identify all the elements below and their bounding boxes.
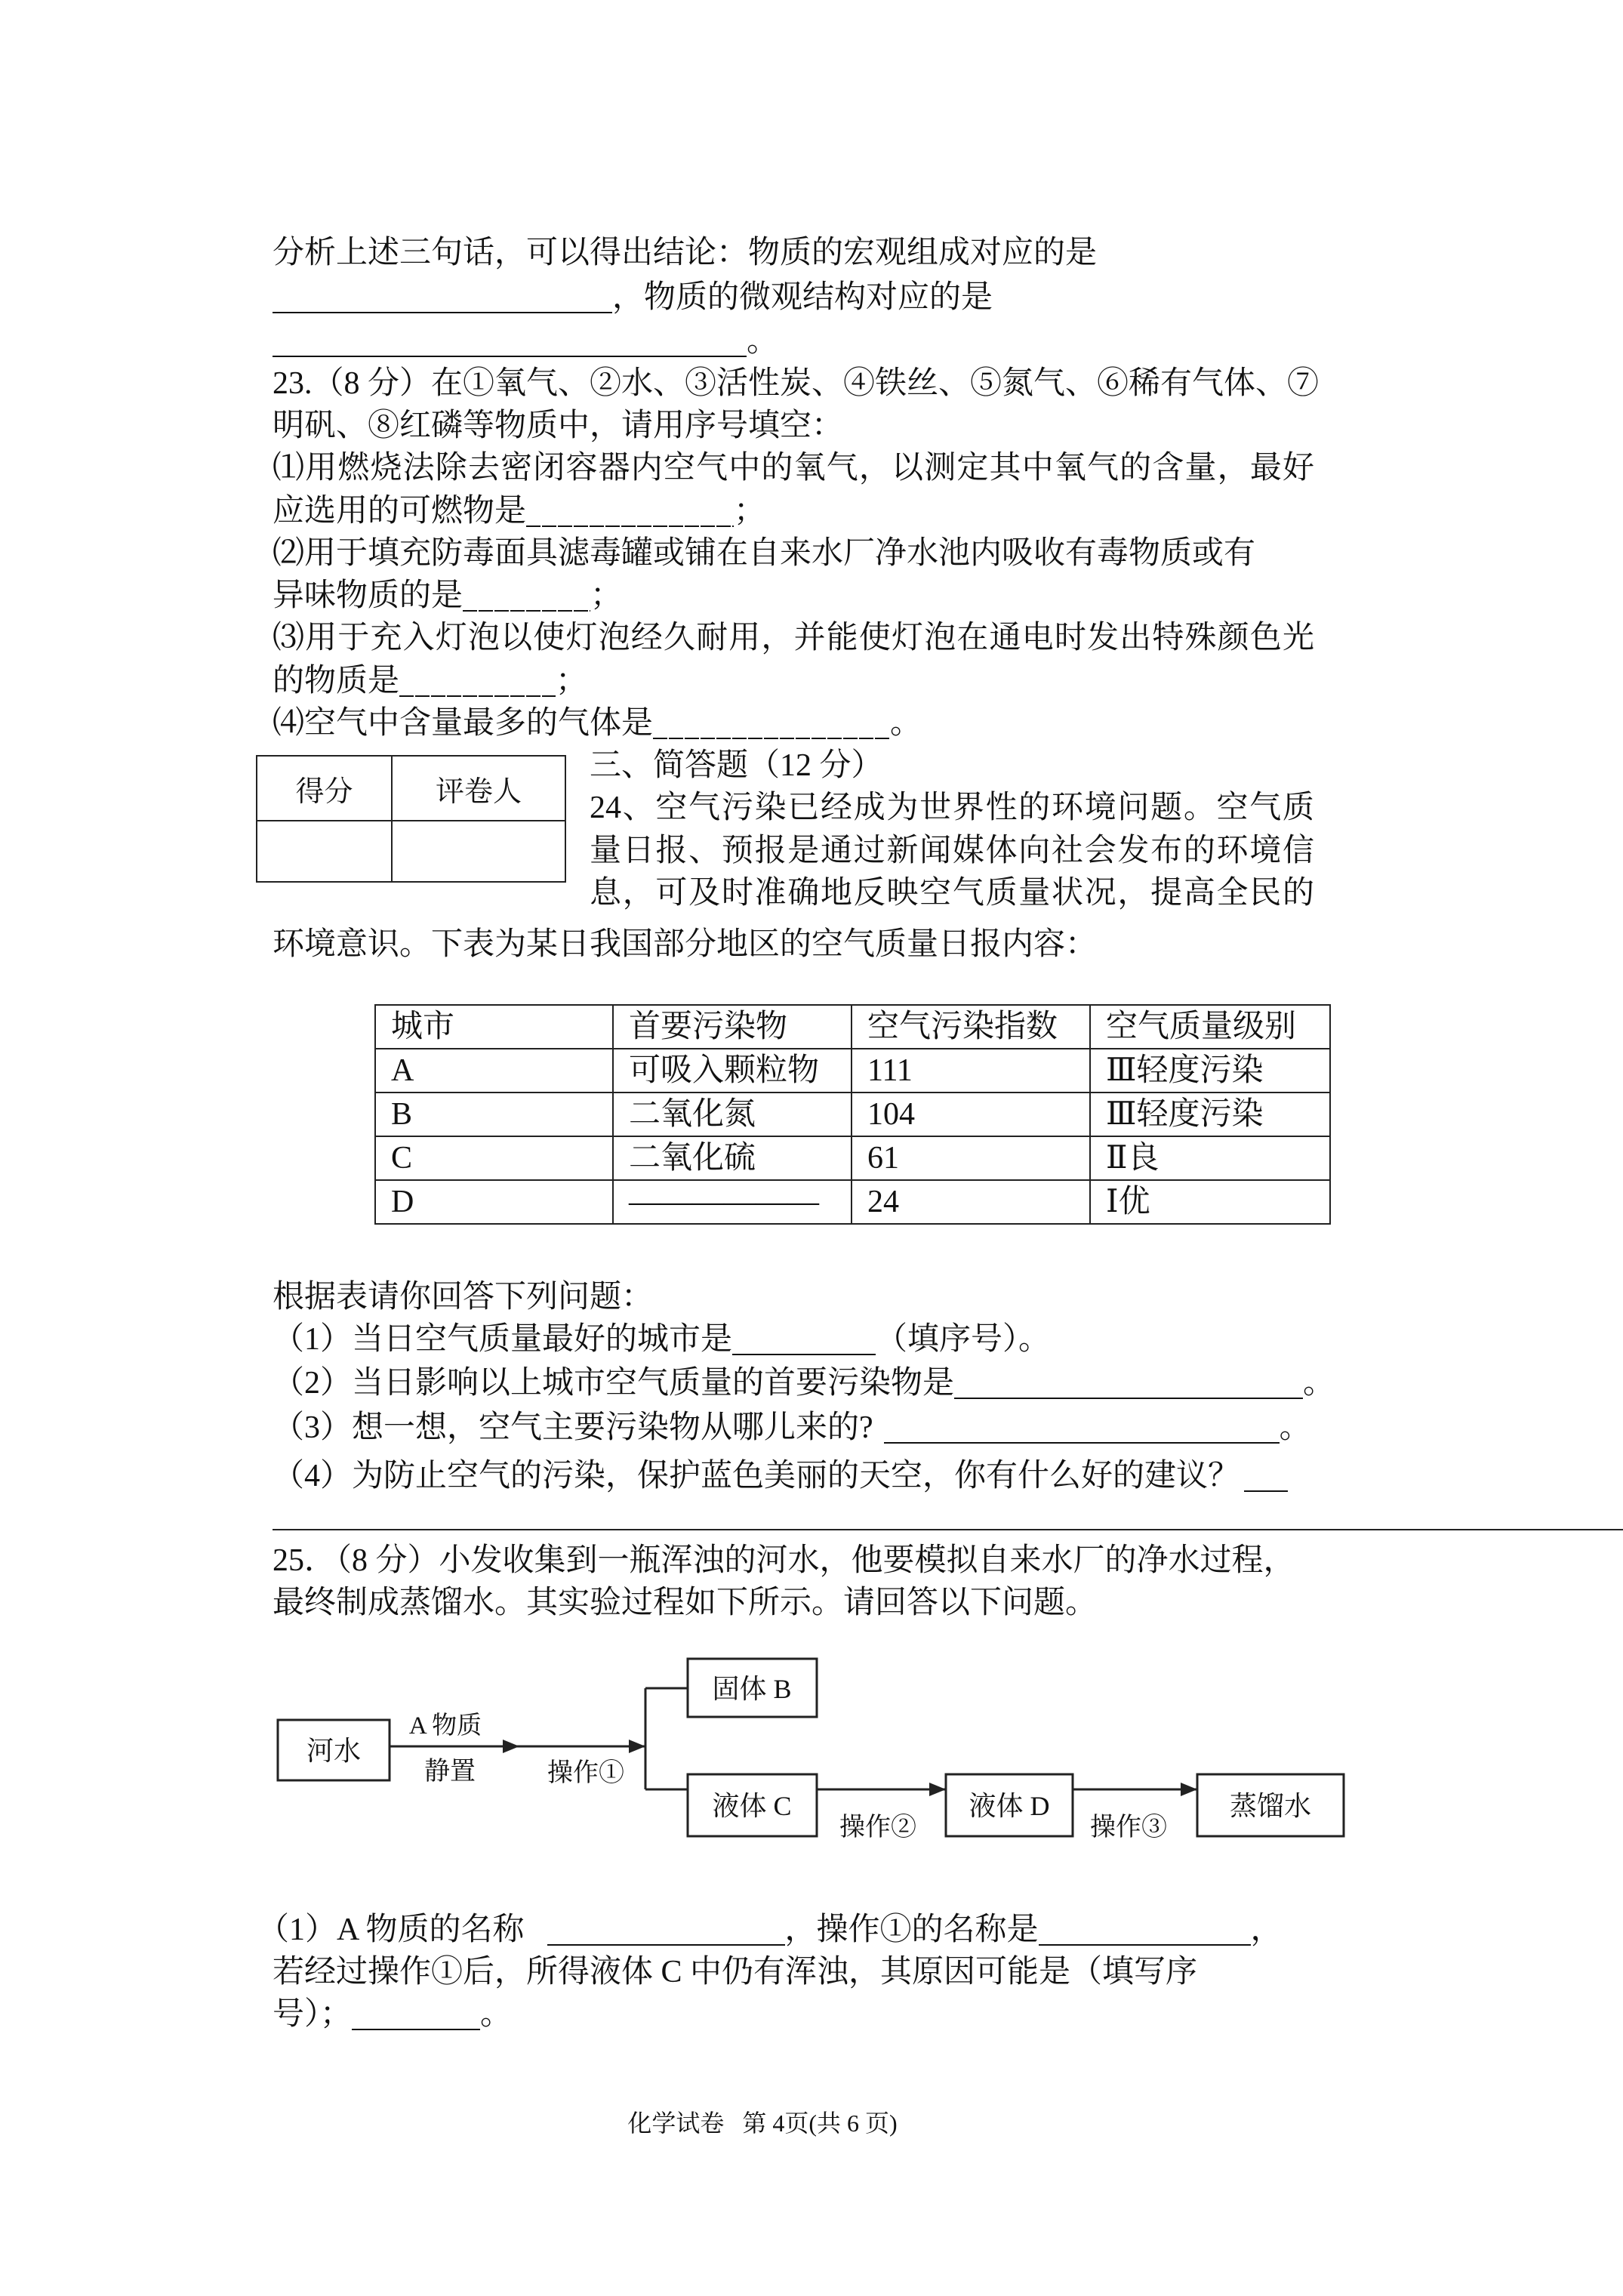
q23-part2-line-2 <box>273 575 622 617</box>
conclusion-line-2-text: ，物质的微观结构对应的是 <box>612 280 993 315</box>
q23-part2-end: ； <box>590 578 623 613</box>
river-water-label: 河水 <box>306 1736 362 1766</box>
q24-question-2 <box>273 1362 1335 1404</box>
answer-blank <box>399 667 556 697</box>
q25-question-1-line-3 <box>273 1993 512 2036</box>
table-row <box>375 1093 1330 1136</box>
answer-blank <box>526 497 734 527</box>
table-cell: Ⅲ轻度污染 <box>1090 1093 1330 1136</box>
q25-question-1-line-1 <box>257 1909 1283 1951</box>
q23-part1-line-1: ⑴用燃烧法除去密闭容器内空气中的氧气，以测定其中氧气的含量，最好 <box>273 451 1314 485</box>
table-cell: 二氧化氮 <box>613 1093 852 1136</box>
table-row <box>375 1136 1330 1180</box>
q25-q1-text-c: ， <box>1250 1912 1283 1947</box>
conclusion-line-3-text: 。 <box>747 324 779 359</box>
q24-question-3 <box>273 1407 1311 1449</box>
q24-q3-after: 。 <box>1279 1410 1311 1445</box>
air-quality-table <box>374 1004 1331 1225</box>
q23-stem-line-1: 23.（8 分）在①氧气、②水、③活性炭、④铁丝、⑤氮气、⑥稀有气体、⑦ <box>273 366 1320 401</box>
arrowhead-icon <box>1181 1783 1197 1796</box>
q23-part4-end: 。 <box>890 706 922 741</box>
table-cell: Ⅰ优 <box>1090 1180 1330 1224</box>
table-row <box>375 1049 1330 1093</box>
answer-blank <box>1244 1460 1288 1492</box>
score-label: 得分 <box>257 756 392 821</box>
answer-blank <box>463 581 590 612</box>
distilled-water-label: 蒸馏水 <box>1229 1791 1312 1821</box>
table-header-cell: 空气质量级别 <box>1090 1005 1330 1049</box>
section-heading: 三、简答题（12 分） <box>590 748 883 783</box>
conclusion-line-3 <box>273 320 778 362</box>
table-row <box>375 1180 1330 1224</box>
q24-q1-after: （填序号）。 <box>876 1322 1051 1357</box>
q24-stem-line-2: 量日报、预报是通过新闻媒体向社会发布的环境信 <box>590 834 1314 868</box>
q25-q1-text-b: ，操作①的名称是 <box>784 1912 1039 1947</box>
q23-part4-text: ⑷空气中含量最多的气体是 <box>273 706 654 741</box>
q24-prompt: 根据表请你回答下列问题： <box>273 1280 654 1314</box>
q25-q1-text-d: 号）； <box>273 1997 353 2032</box>
q24-stem-line-1: 24、空气污染已经成为世界性的环境问题。空气质 <box>590 791 1314 825</box>
q24-q4-text: （4）为防止空气的污染，保护蓝色美丽的天空，你有什么好的建议？ <box>273 1459 1240 1493</box>
q23-part3-text: 的物质是 <box>273 664 400 698</box>
table-cell: —————— <box>613 1180 852 1224</box>
table-header-cell: 城市 <box>375 1005 613 1049</box>
q23-part2-line-1: ⑵用于填充防毒面具滤毒罐或铺在自来水厂净水池内吸收有毒物质或有 <box>273 536 1256 571</box>
q23-part2-text: 异味物质的是 <box>273 578 463 613</box>
score-box-header-row <box>257 756 565 821</box>
table-cell: 111 <box>852 1049 1090 1093</box>
q24-stem-line-4: 环境意识。下表为某日我国部分地区的空气质量日报内容： <box>273 927 1098 962</box>
grader-label: 评卷人 <box>392 756 565 821</box>
table-cell: Ⅱ良 <box>1090 1136 1330 1180</box>
q24-q3-text: （3）想一想，空气主要污染物从哪儿来的? <box>273 1410 873 1445</box>
q23-part3-end: ； <box>556 664 588 698</box>
q24-stem-line-3: 息，可及时准确地反映空气质量状况，提高全民的 <box>590 876 1314 911</box>
score-entry-cell <box>257 821 392 882</box>
table-cell: 61 <box>852 1136 1090 1180</box>
table-cell: Ⅲ轻度污染 <box>1090 1049 1330 1093</box>
table-cell: C <box>375 1136 613 1180</box>
q25-q1-text-e: 。 <box>480 1997 513 2032</box>
answer-blank <box>732 1324 876 1355</box>
settle-label: 静置 <box>424 1758 476 1786</box>
table-cell: 104 <box>852 1093 1090 1136</box>
answer-blank <box>352 1999 480 2030</box>
liquid-c-label: 液体 C <box>712 1791 792 1821</box>
answer-blank <box>273 282 612 313</box>
q23-part4-line <box>273 702 922 744</box>
score-box <box>256 755 566 883</box>
water-purification-flowchart <box>0 1623 1623 1865</box>
page-footer: 化学试卷 第 4页(共 6 页) <box>627 2110 898 2137</box>
op1-label: 操作① <box>547 1759 624 1787</box>
answer-blank <box>273 325 747 357</box>
table-cell: A <box>375 1049 613 1093</box>
table-header-row <box>375 1005 1330 1049</box>
q25-q1-text-a: （1）A 物质的名称 <box>257 1912 525 1947</box>
answer-blank <box>547 1914 785 1946</box>
q25-question-1-line-2: 若经过操作①后，所得液体 C 中仍有浑浊，其原因可能是（填写序 <box>273 1955 1198 1989</box>
conclusion-line-1: 分析上述三句话，可以得出结论：物质的宏观组成对应的是 <box>273 236 1098 270</box>
q25-stem-line-2: 最终制成蒸馏水。其实验过程如下所示。请回答以下问题。 <box>273 1586 1098 1620</box>
solid-b-label: 固体 B <box>712 1674 792 1704</box>
q24-q2-text: （2）当日影响以上城市空气质量的首要污染物是 <box>273 1366 955 1401</box>
q24-q2-after: 。 <box>1303 1366 1335 1401</box>
table-cell: B <box>375 1093 613 1136</box>
arrowhead-icon <box>929 1783 946 1796</box>
answer-blank <box>653 709 890 739</box>
q23-part1-text: 应选用的可燃物是 <box>273 494 527 529</box>
answer-line <box>273 1529 1623 1530</box>
arrowhead-icon <box>629 1740 645 1753</box>
table-cell: 二氧化硫 <box>613 1136 852 1180</box>
arrowhead-icon <box>503 1740 519 1753</box>
table-header-cell: 空气污染指数 <box>852 1005 1090 1049</box>
q25-stem-line-1: 25．（8 分）小发收集到一瓶浑浊的河水，他要模拟自来水厂的净水过程， <box>273 1543 1295 1578</box>
table-cell: D <box>375 1180 613 1224</box>
grader-entry-cell <box>392 821 565 882</box>
q24-q1-text: （1）当日空气质量最好的城市是 <box>273 1322 733 1357</box>
q24-question-1 <box>273 1318 1050 1361</box>
q23-stem-line-2: 明矾、⑧红磷等物质中，请用序号填空： <box>273 408 844 443</box>
answer-blank <box>884 1412 1280 1444</box>
q23-part3-line-2 <box>273 660 587 702</box>
answer-blank <box>1039 1914 1251 1946</box>
conclusion-line-2 <box>273 276 993 319</box>
op2-label: 操作② <box>839 1814 916 1841</box>
table-cell: 可吸入颗粒物 <box>613 1049 852 1093</box>
reagent-label: A 物质 <box>408 1712 482 1740</box>
table-cell: 24 <box>852 1180 1090 1224</box>
table-header-cell: 首要污染物 <box>613 1005 852 1049</box>
q23-part1-end: ； <box>734 494 766 529</box>
score-box-entry-row <box>257 821 565 882</box>
q23-part1-line-2 <box>273 490 765 532</box>
q24-question-4 <box>273 1455 1288 1497</box>
answer-blank <box>954 1367 1303 1399</box>
liquid-d-label: 液体 D <box>969 1791 1050 1821</box>
q23-part3-line-1: ⑶用于充入灯泡以使灯泡经久耐用，并能使灯泡在通电时发出特殊颜色光 <box>273 621 1314 655</box>
op3-label: 操作③ <box>1090 1814 1167 1841</box>
